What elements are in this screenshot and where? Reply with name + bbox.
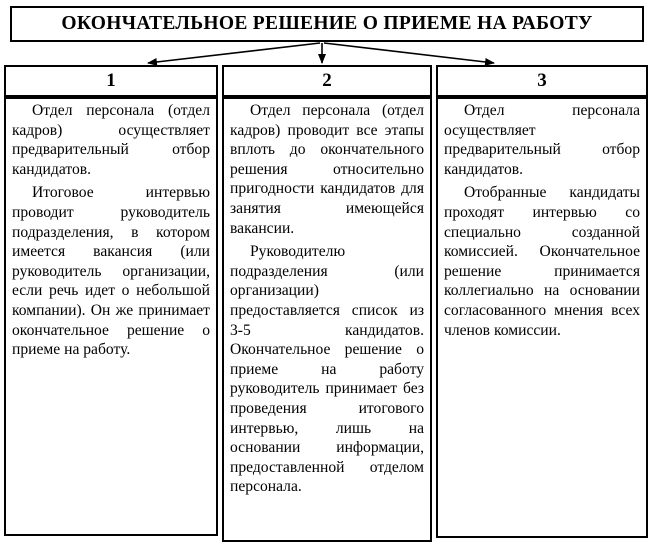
column-2-paragraph-1: Отдел персонала (отдел кадров) проводит все этапы вплоть до окончательного решения относительно пригодности кандидатов для занятия имеющейся вакансии. bbox=[230, 102, 424, 237]
column-3-header: 3 bbox=[436, 65, 648, 97]
column-2-body bbox=[222, 97, 432, 542]
column-2-header: 2 bbox=[222, 65, 432, 97]
column-3-body bbox=[436, 97, 648, 538]
diagram-title: ОКОНЧАТЕЛЬНОЕ РЕШЕНИЕ О ПРИЕМЕ НА РАБОТУ bbox=[10, 6, 644, 42]
column-1-paragraph-1: Отдел персонала (отдел кадров) осуществляет предварительный отбор кандидатов. bbox=[12, 102, 210, 178]
column-1-body bbox=[4, 97, 218, 536]
column-3-paragraph-2: Отобранные кандидаты проходят интервью со специально созданной комиссией. Окончательное решение принимается коллегиально на основании согласованного мнения всех членов комиссии. bbox=[444, 184, 640, 339]
arrow-to-col-3 bbox=[324, 43, 494, 63]
column-3-paragraph-1: Отдел персонала осуществляет предварительный отбор кандидатов. bbox=[444, 102, 640, 178]
column-1-header: 1 bbox=[4, 65, 218, 97]
column-1-paragraph-2: Итоговое интервью проводит руководитель подразделения, в котором имеется вакансия (или руководитель организации, если речь идет о небольшой компании). Он же принимает окончательное решение о приеме на работу. bbox=[12, 184, 210, 359]
column-2-paragraph-2: Руководителю подразделения (или организации) предоставляется список из 3-5 кандидатов. Окончательное решение о приеме на работу руководитель принимает без проведения итогового интервью, лишь на основании информации, предоставленной отделом персонала. bbox=[230, 243, 424, 496]
arrow-to-col-1 bbox=[148, 43, 320, 63]
